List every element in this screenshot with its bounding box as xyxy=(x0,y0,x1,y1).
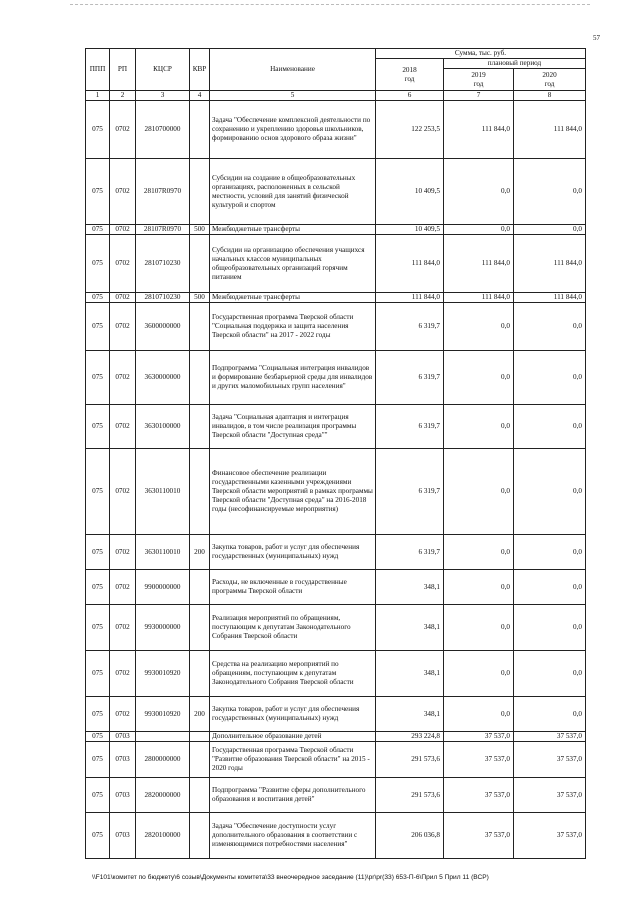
cell-kcsr: 28107R0970 xyxy=(136,225,190,235)
cell-2018: 111 844,0 xyxy=(376,235,444,293)
cell-ppp: 075 xyxy=(86,235,110,293)
cell-ppp: 075 xyxy=(86,742,110,778)
cell-2018: 6 319,7 xyxy=(376,535,444,570)
cell-2020: 0,0 xyxy=(514,225,586,235)
table-row xyxy=(86,101,586,159)
cell-2020: 0,0 xyxy=(514,449,586,535)
cell-name: Реализация мероприятий по обращениям, поступающим к депутатам Законодательного Собрания Тверской области xyxy=(210,605,376,651)
cell-ppp: 075 xyxy=(86,535,110,570)
scan-edge-line xyxy=(70,4,590,5)
cell-2018: 6 319,7 xyxy=(376,405,444,449)
cell-rp: 0702 xyxy=(110,449,136,535)
cell-ppp: 075 xyxy=(86,351,110,405)
cell-2020: 37 537,0 xyxy=(514,732,586,742)
cell-kcsr: 2820100000 xyxy=(136,813,190,859)
cell-2019: 0,0 xyxy=(444,351,514,405)
cell-name: Задача "Обеспечение комплексной деятельности по сохранению и укреплению здоровья школьников, формированию основ здорового образа жизни" xyxy=(210,101,376,159)
cell-kvr xyxy=(190,101,210,159)
cell-2020: 0,0 xyxy=(514,697,586,732)
col-number: 5 xyxy=(210,91,376,101)
cell-kcsr: 3630000000 xyxy=(136,351,190,405)
cell-name: Закупка товаров, работ и услуг для обеспечения государственных (муниципальных) нужд xyxy=(210,697,376,732)
cell-rp: 0702 xyxy=(110,293,136,303)
table-row xyxy=(86,651,586,697)
cell-kvr xyxy=(190,813,210,859)
cell-2020: 0,0 xyxy=(514,535,586,570)
cell-2019: 0,0 xyxy=(444,697,514,732)
table-row xyxy=(86,449,586,535)
header-ppp: ППП xyxy=(86,49,110,91)
cell-2018: 10 409,5 xyxy=(376,159,444,225)
col-number: 1 xyxy=(86,91,110,101)
cell-ppp: 075 xyxy=(86,449,110,535)
cell-ppp: 075 xyxy=(86,405,110,449)
cell-rp: 0702 xyxy=(110,303,136,351)
file-path-footer: \\F101\комитет по бюджету\6 созыв\Документы комитета\33 внеочередное заседание (11)\pr\pr(33) 653-П-6\Прил 5 Прил 11 (ВСР) xyxy=(92,874,489,881)
header-2019 xyxy=(444,69,514,91)
header-2018-year: 2018 xyxy=(402,65,417,74)
cell-kcsr: 3600000000 xyxy=(136,303,190,351)
cell-kvr: 200 xyxy=(190,697,210,732)
header-name: Наименование xyxy=(210,49,376,91)
cell-rp: 0703 xyxy=(110,742,136,778)
cell-2019: 0,0 xyxy=(444,159,514,225)
cell-name: Межбюджетные трансферты xyxy=(210,293,376,303)
cell-kcsr: 9930000000 xyxy=(136,605,190,651)
cell-kcsr: 28107R0970 xyxy=(136,159,190,225)
cell-2018: 6 319,7 xyxy=(376,303,444,351)
cell-2018: 6 319,7 xyxy=(376,351,444,405)
table-row xyxy=(86,225,586,235)
cell-name: Подпрограмма "Социальная интеграция инвалидов и формирование безбарьерной среды для инвалидов и других маломобильных групп населения" xyxy=(210,351,376,405)
cell-ppp: 075 xyxy=(86,813,110,859)
cell-2019: 0,0 xyxy=(444,605,514,651)
cell-kcsr: 9930010920 xyxy=(136,651,190,697)
cell-kvr xyxy=(190,235,210,293)
cell-ppp: 075 xyxy=(86,651,110,697)
cell-2018: 111 844,0 xyxy=(376,293,444,303)
cell-2018: 10 409,5 xyxy=(376,225,444,235)
table-row xyxy=(86,235,586,293)
cell-2019: 111 844,0 xyxy=(444,101,514,159)
table-row xyxy=(86,535,586,570)
cell-ppp: 075 xyxy=(86,225,110,235)
col-number: 7 xyxy=(444,91,514,101)
cell-2020: 0,0 xyxy=(514,605,586,651)
cell-rp: 0702 xyxy=(110,570,136,605)
col-number: 2 xyxy=(110,91,136,101)
cell-kvr: 200 xyxy=(190,535,210,570)
cell-name: Межбюджетные трансферты xyxy=(210,225,376,235)
cell-name: Подпрограмма "Развитие сферы дополнительного образования и воспитания детей" xyxy=(210,778,376,813)
cell-ppp: 075 xyxy=(86,605,110,651)
cell-2019: 111 844,0 xyxy=(444,293,514,303)
cell-2019: 37 537,0 xyxy=(444,742,514,778)
cell-kvr xyxy=(190,778,210,813)
cell-rp: 0703 xyxy=(110,813,136,859)
cell-2020: 111 844,0 xyxy=(514,235,586,293)
cell-ppp: 075 xyxy=(86,293,110,303)
header-2018 xyxy=(376,59,444,91)
cell-2019: 0,0 xyxy=(444,449,514,535)
cell-name: Субсидии на создание в общеобразовательных организациях, расположенных в сельской местности, условий для занятий физической культурой и спортом xyxy=(210,159,376,225)
table-row xyxy=(86,570,586,605)
cell-2019: 111 844,0 xyxy=(444,235,514,293)
cell-2018: 348,1 xyxy=(376,570,444,605)
header-kvr: КВР xyxy=(190,49,210,91)
cell-ppp: 075 xyxy=(86,778,110,813)
cell-2020: 0,0 xyxy=(514,351,586,405)
cell-2019: 37 537,0 xyxy=(444,813,514,859)
cell-2018: 6 319,7 xyxy=(376,449,444,535)
cell-kcsr: 2810710230 xyxy=(136,235,190,293)
cell-name: Средства на реализацию мероприятий по обращениям, поступающим к депутатам Законодательного Собрания Тверской области xyxy=(210,651,376,697)
cell-name: Государственная программа Тверской области "Развитие образования Тверской области" на 2015 - 2020 годы xyxy=(210,742,376,778)
cell-rp: 0703 xyxy=(110,732,136,742)
cell-name: Расходы, не включенные в государственные программы Тверской области xyxy=(210,570,376,605)
cell-2018: 348,1 xyxy=(376,697,444,732)
cell-kcsr: 3630100000 xyxy=(136,405,190,449)
cell-2020: 0,0 xyxy=(514,651,586,697)
cell-kcsr: 3630110010 xyxy=(136,449,190,535)
cell-2020: 0,0 xyxy=(514,303,586,351)
cell-rp: 0702 xyxy=(110,651,136,697)
cell-kcsr: 2810700000 xyxy=(136,101,190,159)
cell-rp: 0702 xyxy=(110,351,136,405)
cell-rp: 0702 xyxy=(110,605,136,651)
cell-kvr xyxy=(190,651,210,697)
cell-2019: 0,0 xyxy=(444,570,514,605)
cell-rp: 0702 xyxy=(110,535,136,570)
cell-2018: 293 224,8 xyxy=(376,732,444,742)
cell-kcsr: 2810710230 xyxy=(136,293,190,303)
table-row xyxy=(86,697,586,732)
header-2020-sub: год xyxy=(544,79,555,88)
cell-2019: 0,0 xyxy=(444,405,514,449)
cell-kvr xyxy=(190,742,210,778)
cell-2019: 0,0 xyxy=(444,303,514,351)
cell-rp: 0702 xyxy=(110,235,136,293)
cell-2019: 0,0 xyxy=(444,225,514,235)
cell-name: Дополнительное образование детей xyxy=(210,732,376,742)
page-number: 57 xyxy=(593,34,600,42)
cell-kvr xyxy=(190,405,210,449)
cell-2018: 291 573,6 xyxy=(376,778,444,813)
cell-2018: 206 036,8 xyxy=(376,813,444,859)
cell-2018: 348,1 xyxy=(376,651,444,697)
cell-rp: 0703 xyxy=(110,778,136,813)
cell-2020: 0,0 xyxy=(514,570,586,605)
cell-2019: 37 537,0 xyxy=(444,732,514,742)
header-2019-year: 2019 xyxy=(471,70,486,79)
budget-table xyxy=(85,48,586,859)
table-row xyxy=(86,303,586,351)
cell-kcsr: 2820000000 xyxy=(136,778,190,813)
cell-2020: 111 844,0 xyxy=(514,101,586,159)
cell-kvr: 500 xyxy=(190,225,210,235)
header-2020 xyxy=(514,69,586,91)
cell-rp: 0702 xyxy=(110,405,136,449)
cell-ppp: 075 xyxy=(86,101,110,159)
cell-kcsr: 9930010920 xyxy=(136,697,190,732)
table-row xyxy=(86,405,586,449)
header-plan: плановый период xyxy=(444,59,586,69)
header-2020-year: 2020 xyxy=(542,70,557,79)
header-sum: Сумма, тыс. руб. xyxy=(376,49,586,59)
cell-kvr xyxy=(190,159,210,225)
cell-ppp: 075 xyxy=(86,697,110,732)
cell-name: Государственная программа Тверской области "Социальная поддержка и защита населения Тверской области" на 2017 - 2022 годы xyxy=(210,303,376,351)
cell-rp: 0702 xyxy=(110,159,136,225)
table-row xyxy=(86,813,586,859)
cell-kvr xyxy=(190,351,210,405)
cell-ppp: 075 xyxy=(86,303,110,351)
header-rp: РП xyxy=(110,49,136,91)
cell-name: Субсидии на организацию обеспечения учащихся начальных классов муниципальных общеобразовательных организаций горячим питанием xyxy=(210,235,376,293)
cell-2020: 0,0 xyxy=(514,405,586,449)
cell-2018: 122 253,5 xyxy=(376,101,444,159)
header-2018-sub: год xyxy=(404,74,415,83)
cell-rp: 0702 xyxy=(110,697,136,732)
cell-ppp: 075 xyxy=(86,570,110,605)
cell-2020: 0,0 xyxy=(514,159,586,225)
cell-2020: 37 537,0 xyxy=(514,813,586,859)
cell-2020: 37 537,0 xyxy=(514,742,586,778)
cell-2019: 0,0 xyxy=(444,535,514,570)
col-number: 6 xyxy=(376,91,444,101)
cell-2020: 37 537,0 xyxy=(514,778,586,813)
cell-kvr: 500 xyxy=(190,293,210,303)
table-row xyxy=(86,778,586,813)
cell-ppp: 075 xyxy=(86,732,110,742)
cell-kcsr: 2800000000 xyxy=(136,742,190,778)
cell-name: Закупка товаров, работ и услуг для обеспечения государственных (муниципальных) нужд xyxy=(210,535,376,570)
cell-name: Финансовое обеспечение реализации государственными казенными учреждениями Тверской области мероприятий в рамках программы Тверской области "Доступная среда" на 2016-2018 годы (несофинансируемые мероприятия) xyxy=(210,449,376,535)
cell-kcsr: 9900000000 xyxy=(136,570,190,605)
cell-kcsr: 3630110010 xyxy=(136,535,190,570)
cell-kvr xyxy=(190,570,210,605)
table-row xyxy=(86,351,586,405)
cell-ppp: 075 xyxy=(86,159,110,225)
table-row xyxy=(86,732,586,742)
col-number: 8 xyxy=(514,91,586,101)
table-row xyxy=(86,605,586,651)
cell-kvr xyxy=(190,732,210,742)
cell-kvr xyxy=(190,449,210,535)
col-number: 4 xyxy=(190,91,210,101)
cell-2018: 348,1 xyxy=(376,605,444,651)
table-row xyxy=(86,742,586,778)
cell-2020: 111 844,0 xyxy=(514,293,586,303)
cell-2019: 0,0 xyxy=(444,651,514,697)
header-kcsr: КЦСР xyxy=(136,49,190,91)
cell-kvr xyxy=(190,605,210,651)
column-number-row xyxy=(86,91,586,101)
col-number: 3 xyxy=(136,91,190,101)
cell-2018: 291 573,6 xyxy=(376,742,444,778)
cell-name: Задача "Социальная адаптация и интеграция инвалидов, в том числе реализация программы Тверской области "Доступная среда"" xyxy=(210,405,376,449)
cell-rp: 0702 xyxy=(110,101,136,159)
cell-kvr xyxy=(190,303,210,351)
header-2019-sub: год xyxy=(473,79,484,88)
cell-rp: 0702 xyxy=(110,225,136,235)
cell-name: Задача "Обеспечение доступности услуг дополнительного образования в соответствии с изменяющимися потребностями населения" xyxy=(210,813,376,859)
cell-2019: 37 537,0 xyxy=(444,778,514,813)
cell-kcsr xyxy=(136,732,190,742)
table-row xyxy=(86,293,586,303)
table-row xyxy=(86,159,586,225)
